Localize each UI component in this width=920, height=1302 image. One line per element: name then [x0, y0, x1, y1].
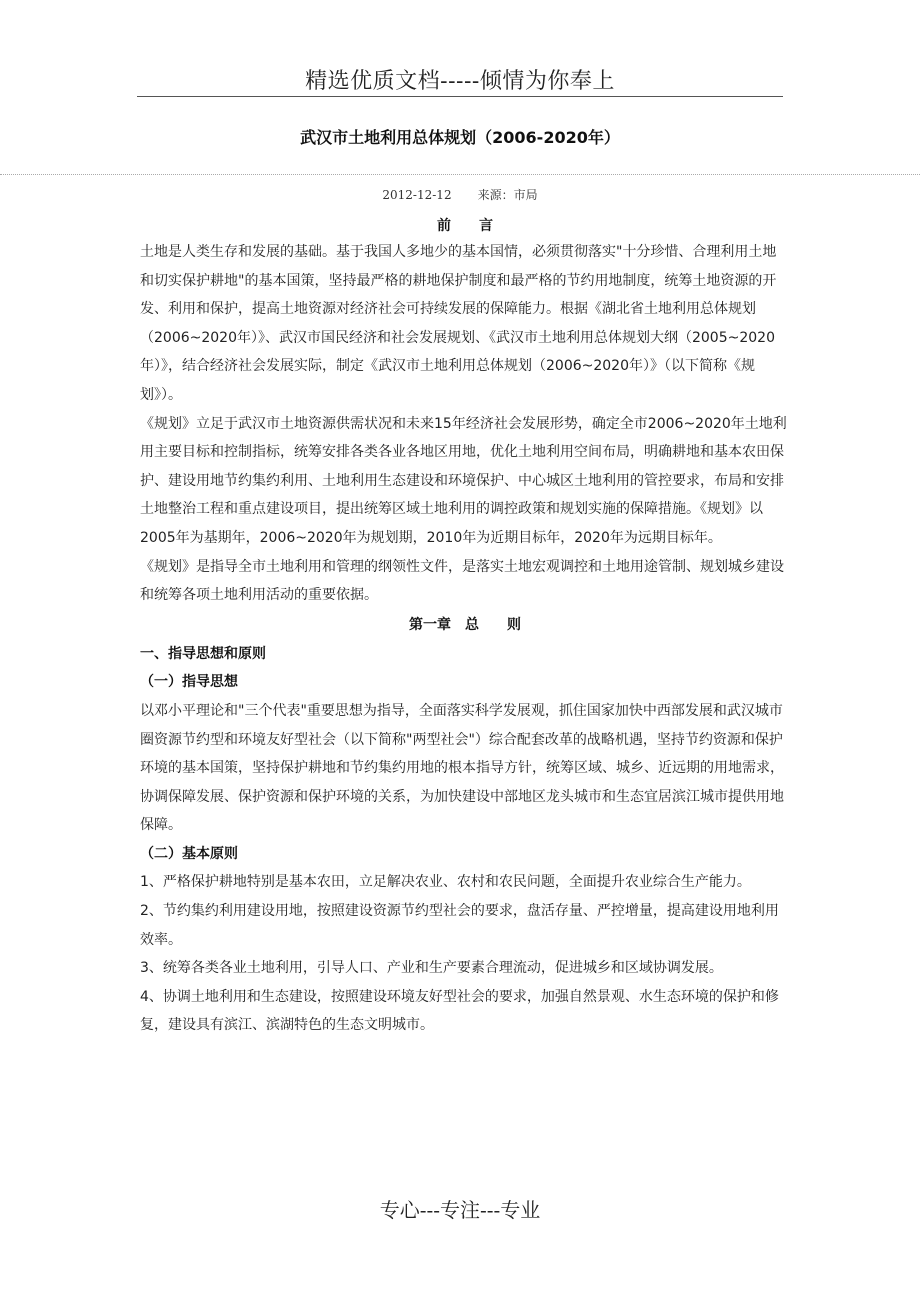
publish-date: 2012-12-12	[382, 188, 452, 202]
document-title: 武汉市土地利用总体规划（2006-2020年）	[300, 128, 620, 147]
subsection-title: （二）基本原则	[140, 845, 238, 862]
header-divider	[137, 96, 783, 97]
page-footer: 专心---专注---专业	[379, 1198, 541, 1222]
preface-heading: 前 言	[437, 218, 493, 234]
page-header: 精选优质文档-----倾情为你奉上	[305, 69, 615, 94]
principle-item: 1、严格保护耕地特别是基本农田，立足解决农业、农村和农民问题，全面提升农业综合生产能力。	[140, 874, 751, 891]
title-divider	[0, 174, 920, 175]
guiding-ideology-text: 以邓小平理论和"三个代表"重要思想为指导，全面落实科学发展观，抓住国家加快中西部发展和武汉城市圈资源节约型和环境友好型社会（以下简称"两型社会"）综合配套改革的战略机遇，坚持节约资源和保护环境的基本国策，坚持保护耕地和节约集约用地的根本指导方针，统筹区域、城乡、近远期的用地需求，协调保障发展、保护资源和保护环境的关系，为加快建设中部地区龙头城市和生态宜居滨江城市提供用地保障。	[140, 702, 784, 834]
section-title: 一、指导思想和原则	[140, 645, 266, 662]
preface-paragraph: 《规划》立足于武汉市土地资源供需状况和未来15年经济社会发展形势，确定全市2006~2020年土地利用主要目标和控制指标，统筹安排各类各业各地区用地，优化土地利用空间布局，明确耕地和基本农田保护、建设用地节约集约利用、土地利用生态建设和环境保护、中心城区土地利用的管控要求，布局和安排土地整治工程和重点建设项目，提出统筹区域土地利用的调控政策和规划实施的保障措施。《规划》以2005年为基期年，2006~2020年为规划期，2010年为近期目标年，2020年为远期目标年。	[140, 415, 787, 546]
subsection-title: （一）指导思想	[140, 674, 238, 691]
preface-paragraph: 土地是人类生存和发展的基础。基于我国人多地少的基本国情，必须贯彻落实"十分珍惜、合理利用土地和切实保护耕地"的基本国策，坚持最严格的耕地保护制度和最严格的节约用地制度，统筹土地资源的开发、利用和保护，提高土地资源对经济社会可持续发展的保障能力。根据《湖北省土地利用总体规划（2006~2020年）》、武汉市国民经济和社会发展规划、《武汉市土地利用总体规划大纲（2005~2020年）》，结合经济社会发展实际，制定《武汉市土地利用总体规划（2006~2020年）》（以下简称《规划》）。	[140, 244, 777, 403]
article-source: 来源：市局	[477, 188, 538, 202]
principle-item: 2、节约集约利用建设用地，按照建设资源节约型社会的要求，盘活存量、严控增量，提高建设用地利用效率。	[140, 903, 779, 948]
document-body	[140, 214, 790, 1040]
principle-item: 3、统筹各类各业土地利用，引导人口、产业和生产要素合理流动，促进城乡和区域协调发展。	[140, 960, 723, 977]
principle-item: 4、协调土地利用和生态建设，按照建设环境友好型社会的要求，加强自然景观、水生态环境的保护和修复，建设具有滨江、滨湖特色的生态文明城市。	[140, 988, 779, 1034]
preface-paragraph: 《规划》是指导全市土地利用和管理的纲领性文件，是落实土地宏观调控和土地用途管制、规划城乡建设和统筹各项土地利用活动的重要依据。	[140, 558, 784, 604]
article-meta	[0, 186, 920, 203]
chapter-heading: 第一章 总 则	[409, 616, 521, 633]
